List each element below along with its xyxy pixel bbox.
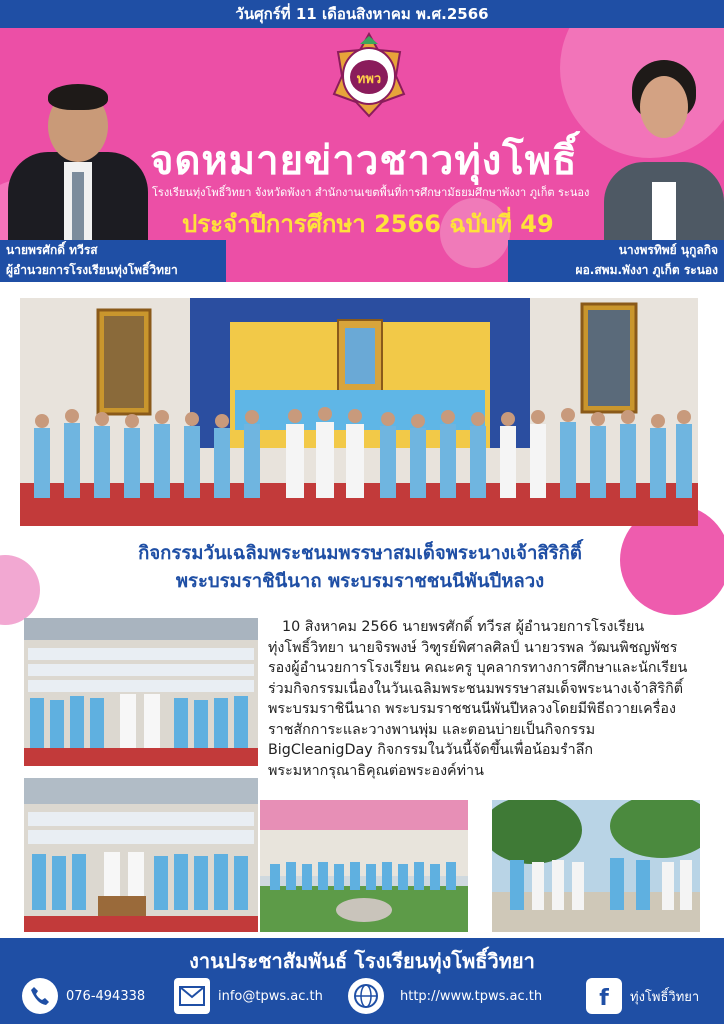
article-line: รองผู้อำนวยการโรงเรียน คณะครู บุคลากรทางการศึกษาและนักเรียน [268, 660, 688, 676]
director-general-name: นางพรทิพย์ นุกูลกิจ [618, 243, 718, 257]
article-line: ราชสักการะและวางพานพุ่ม และตอนบ่ายเป็นกิจกรรม [268, 721, 596, 738]
newsletter-title: จดหมายข่าวชาวทุ่งโพธิ์ [150, 138, 578, 184]
email-icon [174, 978, 210, 1014]
director-role: ผู้อำนวยการโรงเรียนทุ่งโพธิ์วิทยา [6, 263, 178, 277]
assembly-photo-2 [24, 778, 258, 932]
school-subtitle: โรงเรียนทุ่งโพธิ์วิทยา จังหวัดพังงา สำนักงานเขตพื้นที่การศึกษามัธยมศึกษาพังงา ภูเก็ต ระนอง [152, 186, 590, 199]
contact-facebook[interactable] [586, 978, 699, 1014]
facebook-icon [586, 978, 622, 1014]
director-name-tag [0, 240, 226, 282]
assembly-photo-1 [24, 618, 258, 766]
phone-number: 076-494338 [66, 988, 146, 1004]
contact-phone[interactable] [22, 978, 145, 1014]
contact-email[interactable] [174, 978, 323, 1014]
logo-letters: ทพว [356, 72, 382, 87]
ceremony-group-photo [20, 298, 698, 526]
article-line: ทุ่งโพธิ์วิทยา นายจิรพงษ์ วิฑูรย์พิศาลศิลป์ นายวรพล วัฒนพิชญพัชร [268, 639, 678, 656]
website-url[interactable]: http://www.tpws.ac.th [400, 988, 543, 1004]
article-line: พระบรมราชินีนาถ พระบรมราชชนนีพันปีหลวงโดยมีพิธีถวายเครื่อง [268, 701, 676, 717]
phone-icon [22, 978, 58, 1014]
svg-text:f: f [599, 986, 609, 1008]
big-cleaning-group-photo [260, 800, 468, 932]
facebook-page[interactable]: ทุ่งโพธิ์วิทยา [630, 989, 700, 1005]
outdoor-group-photo [492, 800, 700, 932]
director-general-name-tag [508, 240, 724, 282]
footer-title: งานประชาสัมพันธ์ โรงเรียนทุ่งโพธิ์วิทยา [189, 949, 535, 973]
headline-line-2: พระบรมราชินีนาถ พระบรมราชชนนีพันปีหลวง [175, 571, 545, 592]
date-bar [0, 0, 724, 28]
contact-website[interactable] [348, 978, 542, 1014]
issue-date: วันศุกร์ที่ 11 เดือนสิงหาคม พ.ศ.2566 [235, 5, 489, 23]
decor-blob [0, 555, 40, 625]
email-address[interactable]: info@tpws.ac.th [218, 988, 323, 1004]
globe-icon [348, 978, 384, 1014]
director-general-role: ผอ.สพม.พังงา ภูเก็ต ระนอง [575, 263, 718, 277]
issue-number: ประจำปีการศึกษา 2566 ฉบับที่ 49 [182, 210, 554, 238]
article-line: BigCleanigDay กิจกรรมในวันนี้จัดขึ้นเพื่อน้อมรำลึก [268, 742, 594, 758]
article-line: พระมหากรุณาธิคุณต่อพระองค์ท่าน [268, 762, 484, 779]
headline-line-1: กิจกรรมวันเฉลิมพระชนมพรรษาสมเด็จพระนางเจ้าสิริกิติ์ [138, 543, 582, 564]
article-line: 10 สิงหาคม 2566 นายพรศักดิ์ ทวีรส ผู้อำนวยการโรงเรียน [282, 619, 645, 635]
article-line: ร่วมกิจกรรมเนื่องในวันเฉลิมพระชนมพรรษาสมเด็จพระนางเจ้าสิริกิติ์ [268, 680, 684, 697]
article-headline [95, 540, 625, 596]
school-logo-icon [330, 32, 408, 118]
article-body [268, 617, 708, 781]
director-name: นายพรศักดิ์ ทวีรส [6, 243, 98, 257]
